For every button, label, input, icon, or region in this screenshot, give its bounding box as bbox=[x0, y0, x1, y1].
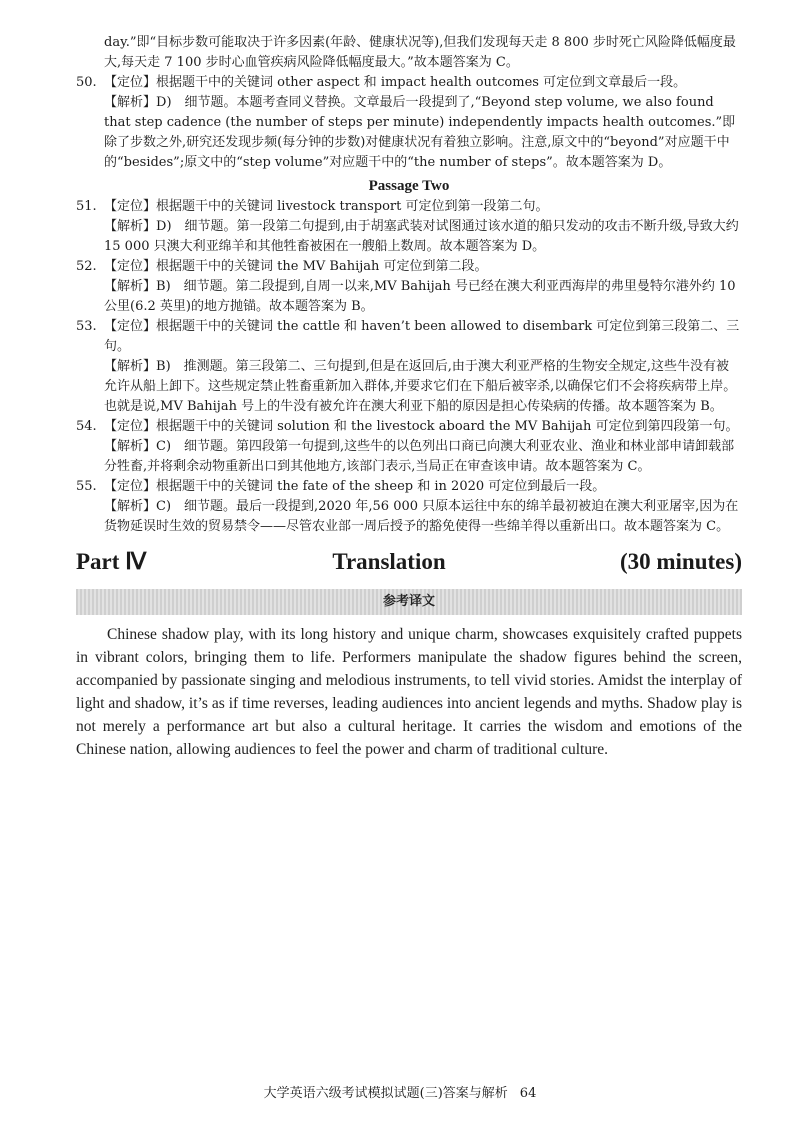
locate-line bbox=[104, 73, 742, 93]
explain-tag: 【解析】 bbox=[104, 219, 157, 234]
translation-paragraph: Chinese shadow play, with its long history and unique charm, showcases exquisitely crafted puppets in vibrant colors, bringing them to life. Performers manipulate the shadow figures behind the screen, accompanied by passionate singing and melodious instruments, to tell vivid stories. Amidst the interplay of light and shadow, it’s as if time reverses, leading audiences into ancient legends and myths. Shadow play is not merely a performance art but also a cultural heritage. It carries the wisdom and emotions of the Chinese nation, allowing audiences to feel the power and charm of traditional culture. bbox=[76, 626, 742, 758]
locate-line bbox=[104, 257, 742, 277]
explain-text: D) 细节题。本题考查同义替换。文章最后一段提到了,“Beyond step volume, we also found that step cadence (the number of steps per minute) independently impacts health outcomes.”即除了步数之外,研究还发现步频(每分钟的步数)对健康状况有着独立影响。注意,原文中的“beyond”对应题干中的“besides”;原文中的“step volume”对应题干中的“the number of steps”。故本题答案为 D。 bbox=[104, 95, 736, 170]
locate-tag: 【定位】 bbox=[104, 419, 157, 434]
question-item-52 bbox=[76, 257, 742, 317]
explain-text: C) 细节题。最后一段提到,2020 年,56 000 只原本运往中东的绵羊最初被迫在澳大利亚屠宰,因为在货物延误时生效的贸易禁令——尽管农业部一周后授予的豁免使得一些绵羊得以重新出口。故本题答案为 C。 bbox=[104, 499, 739, 534]
part-label: Part Ⅳ bbox=[76, 549, 147, 574]
explain-text: B) 细节题。第二段提到,自周一以来,MV Bahijah 号已经在澳大利亚西海岸的弗里曼特尔港外约 10 公里(6.2 英里)的地方抛锚。故本题答案为 B。 bbox=[104, 279, 736, 314]
locate-text: 根据题干中的关键词 solution 和 the livestock aboard the MV Bahijah 可定位到第四段第一句。 bbox=[156, 419, 739, 434]
explain-tag: 【解析】 bbox=[104, 95, 157, 110]
locate-text: 根据题干中的关键词 the fate of the sheep 和 in 2020 可定位到最后一段。 bbox=[156, 479, 606, 494]
locate-line bbox=[104, 477, 742, 497]
footer-title: 大学英语六级考试模拟试题(三)答案与解析 bbox=[263, 1086, 508, 1101]
question-number: 53. bbox=[76, 319, 97, 334]
question-number: 52. bbox=[76, 259, 97, 274]
locate-text: 根据题干中的关键词 livestock transport 可定位到第一段第二句。 bbox=[156, 199, 549, 214]
locate-tag: 【定位】 bbox=[104, 199, 157, 214]
question-item-50 bbox=[76, 73, 742, 173]
explain-tag: 【解析】 bbox=[104, 439, 157, 454]
explain-line bbox=[104, 277, 742, 317]
part-header bbox=[76, 547, 742, 577]
locate-line bbox=[104, 317, 742, 357]
explain-text: D) 细节题。第一段第二句提到,由于胡塞武装对试图通过该水道的船只发动的攻击不断升级,导致大约 15 000 只澳大利亚绵羊和其他牲畜被困在一艘船上数周。故本题答案为 D。 bbox=[104, 219, 739, 254]
question-number: 54. bbox=[76, 419, 97, 434]
explain-line bbox=[104, 93, 742, 173]
explain-text: C) 细节题。第四段第一句提到,这些牛的以色列出口商已向澳大利亚农业、渔业和林业部申请卸载部分牲畜,并将剩余动物重新出口到其他地方,该部门表示,当局正在审查该申请。故本题答案为 C。 bbox=[104, 439, 735, 474]
reference-banner: 参考译文 bbox=[76, 589, 742, 615]
locate-tag: 【定位】 bbox=[104, 479, 157, 494]
question-item-53 bbox=[76, 317, 742, 417]
locate-tag: 【定位】 bbox=[104, 259, 157, 274]
locate-line bbox=[104, 417, 742, 437]
question-item-51 bbox=[76, 197, 742, 257]
locate-text: 根据题干中的关键词 other aspect 和 impact health outcomes 可定位到文章最后一段。 bbox=[156, 75, 687, 90]
question-number: 50. bbox=[76, 75, 97, 90]
part-title: Translation bbox=[332, 549, 446, 574]
explain-tag: 【解析】 bbox=[104, 359, 157, 374]
explain-line bbox=[104, 217, 742, 257]
page-footer bbox=[0, 1084, 800, 1104]
explain-tag: 【解析】 bbox=[104, 499, 157, 514]
question-item-54 bbox=[76, 417, 742, 477]
locate-tag: 【定位】 bbox=[104, 75, 157, 90]
locate-text: 根据题干中的关键词 the cattle 和 haven’t been allowed to disembark 可定位到第三段第二、三句。 bbox=[104, 319, 740, 354]
intro-paragraph: day.”即“目标步数可能取决于许多因素(年龄、健康状况等),但我们发现每天走 8 800 步时死亡风险降低幅度最大,每天走 7 100 步时心血管疾病风险降低幅度最大。”故本题答案为 C。 bbox=[104, 35, 736, 70]
explain-tag: 【解析】 bbox=[104, 279, 157, 294]
page-number: 64 bbox=[519, 1086, 537, 1101]
question-item-55 bbox=[76, 477, 742, 537]
passage-title: Passage Two bbox=[368, 178, 450, 194]
explain-line bbox=[104, 437, 742, 477]
locate-tag: 【定位】 bbox=[104, 319, 157, 334]
locate-text: 根据题干中的关键词 the MV Bahijah 可定位到第二段。 bbox=[156, 259, 488, 274]
question-number: 55. bbox=[76, 479, 97, 494]
locate-line bbox=[104, 197, 742, 217]
explain-text: B) 推测题。第三段第二、三句提到,但是在返回后,由于澳大利亚严格的生物安全规定,这些牛没有被允许从船上卸下。这些规定禁止牲畜重新加入群体,并要求它们在下船后被宰杀,以确保它们不会将疾病带上岸。也就是说,MV Bahijah 号上的牛没有被允许在澳大利亚下船的原因是担心传染病的传播。故本题答案为 B。 bbox=[104, 359, 737, 414]
part-time: (30 minutes) bbox=[619, 549, 742, 574]
explain-line bbox=[104, 497, 742, 537]
question-number: 51. bbox=[76, 199, 97, 214]
page-content bbox=[76, 33, 742, 761]
explain-line bbox=[104, 357, 742, 417]
